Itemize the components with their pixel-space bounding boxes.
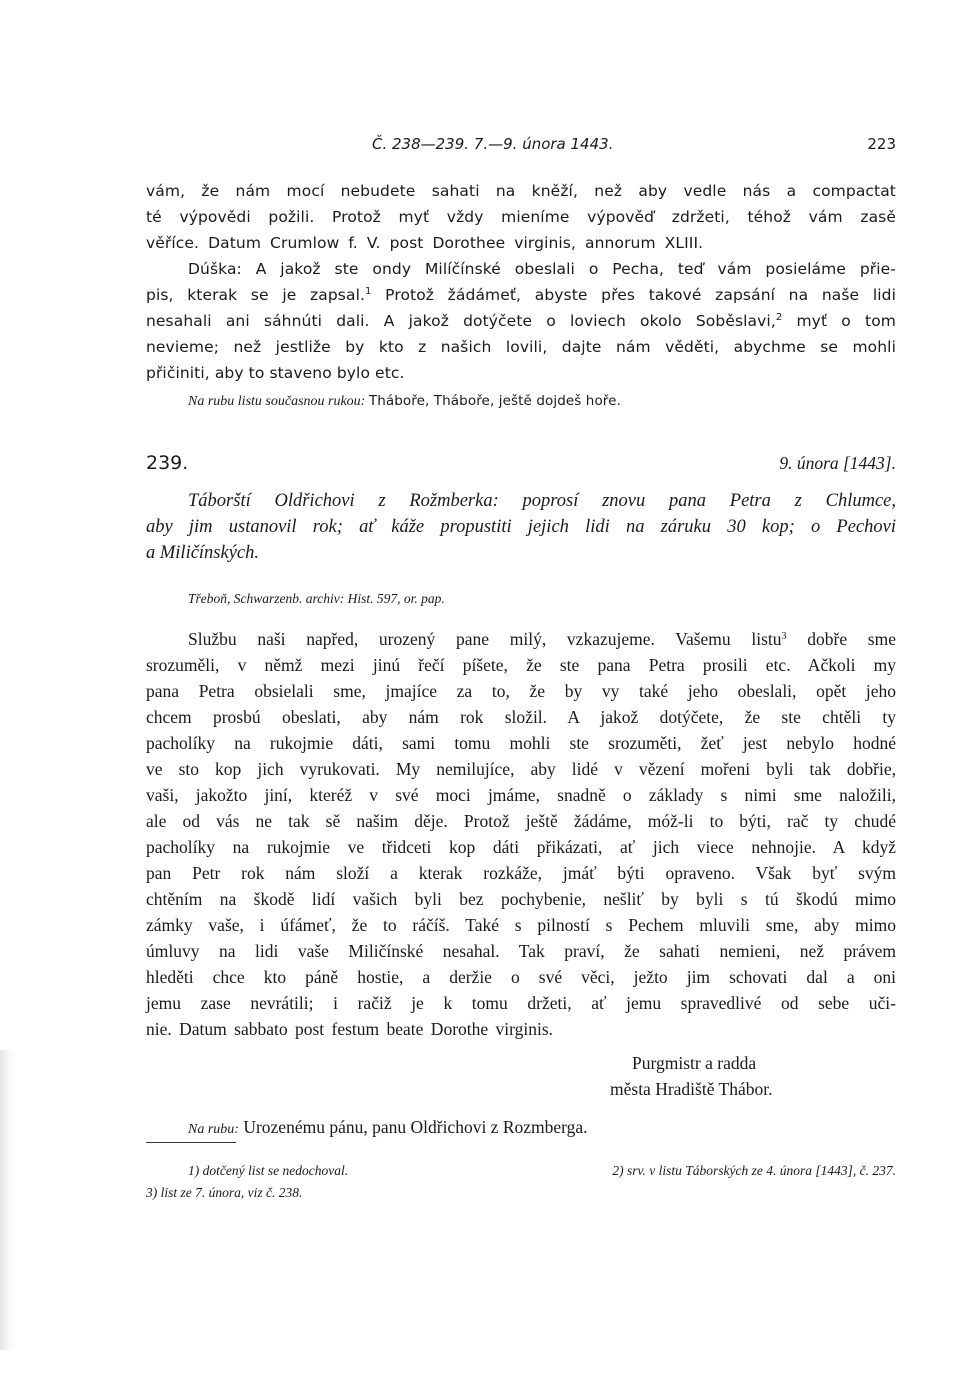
dorsal-note xyxy=(188,390,938,413)
body-line: nie. Datum sabbato post festum beate Dorothe virginis. xyxy=(146,1019,554,1039)
dorsal-note-text: Tháboře, Tháboře, ještě dojdeš hoře. xyxy=(368,393,621,409)
text-line: přičiniti, aby to staveno bylo etc. xyxy=(146,364,405,382)
text-line: nevieme; než jestliže by kto z našich lovili, dajte nám věděti, abychme se mohli xyxy=(146,338,896,356)
body-line: hleděti chce kto páně hostie, a deržie o své věci, ježto jim schovati dal a oni xyxy=(146,967,896,987)
body-line: pana Petra obsielali sme, jmajíce za to, že by vy také jeho obeslali, opět jeho xyxy=(146,681,896,701)
body-line: pacholíky na rukojmie ve třidceti kop dáti přikázati, ať jich viece nehnojie. A když xyxy=(146,837,896,857)
address-text: Urozenému pánu, panu Oldřichovi z Rozmberga. xyxy=(243,1117,588,1137)
text-line: věříce. Datum Crumlow f. V. post Dorothee virginis, annorum XLIII. xyxy=(146,234,704,252)
dorsal-note-label: Na rubu listu současnou rukou: xyxy=(188,394,366,409)
footnote-3: 3) list ze 7. února, viz č. 238. xyxy=(146,1185,303,1200)
signature-line: Purgmistr a radda xyxy=(632,1053,757,1073)
body-line: srozuměli, v němž mezi jinú řečí píšete, že ste pana Petra prosili etc. Ačkoli my xyxy=(146,655,896,675)
footnote-ref-3: 3 xyxy=(781,631,787,642)
footnote-ref-2: 2 xyxy=(775,312,783,323)
running-title: Č. 238—239. 7.—9. února 1443. xyxy=(372,135,614,153)
text-line: pis, kterak se je zapsal.$^1$ Protož žádámeť, abyste přes takové zapsání na naše lidi xyxy=(146,286,896,304)
body-line: pacholíky na rukojmie dáti, sami tomu mohli ste srozuměti, žeť jest nebylo hodné xyxy=(146,733,896,753)
summary-line: aby jim ustanovil rok; ať káže propustiti jejich lidi na záruku 30 kop; o Pechovi xyxy=(146,517,896,537)
body-line: ve sto kop jich vyrukovati. My nemilujíce, aby lidé v vězení mořeni byli tak dobřie, xyxy=(146,759,896,779)
letter-date: 9. února [1443]. xyxy=(779,453,896,473)
signature-line: města Hradiště Thábor. xyxy=(610,1079,773,1099)
scan-edge-shadow xyxy=(0,1050,14,1350)
footnote-ref-1: 1 xyxy=(365,286,372,297)
body-line: chcem prosbú obeslati, aby nám rok složil. A jakož dotýčete, že ste chtěli ty xyxy=(146,707,896,727)
summary-line: a Miličínských. xyxy=(146,543,260,563)
body-line: úmluvy na lidi vaše Miličínské nesahal. Tak praví, že sahati nemieni, než právem xyxy=(146,941,896,961)
body-line: zámky vaše, i úfámeť, že to ráčíš. Také s pilností s Pechem mluvili sme, aby mimo xyxy=(146,915,896,935)
letter-number: 239. xyxy=(146,452,189,474)
footnote-2: 2) srv. v listu Táborských ze 4. února [1443], č. 237. xyxy=(612,1163,896,1178)
body-line: chtěním na škodě lidí vašich byli bez pochybenie, nešliť by byli s tú škodú mimo xyxy=(146,889,896,909)
text-line: vám, že nám mocí nebudete sahati na kněží, než aby vedle nás a compactat xyxy=(146,182,896,200)
footnote-1: 1) dotčený list se nedochoval. xyxy=(188,1163,349,1178)
footnote-divider xyxy=(146,1142,236,1143)
address-label: Na rubu: xyxy=(188,1122,239,1137)
summary-line: Táborští Oldřichovi z Rožmberka: poprosí znovu pana Petra z Chlumce, xyxy=(188,491,896,511)
body-line: Službu naši napřed, urozený pane milý, vzkazujeme. Vašemu listu$^3$ dobře sme xyxy=(188,629,896,649)
body-line: jemu zase nevrátili; i račiž je k tomu držeti, ať jemu spravedlivé od sebe uči- xyxy=(146,993,896,1013)
body-line: pan Petr rok nám složí a kterak rozkáže, jmáť býti opraveno. Však byť svým xyxy=(146,863,896,883)
text-line: Dúška: A jakož ste ondy Milíčínské obeslali o Pecha, teď vám posieláme přie- xyxy=(188,260,896,278)
body-line: ale od vás ne tak sě našim děje. Protož ještě žádáme, móž-li to býti, rač ty chudé xyxy=(146,811,896,831)
text-line: nesahali ani sáhnúti dali. A jakož dotýčete o loviech okolo Soběslavi,$^2$ myť o tom xyxy=(146,312,896,330)
text-line: té výpovědi požili. Protož myť vždy mieníme výpověď zdržeti, téhož vám zasě xyxy=(146,208,896,226)
archival-source: Třeboň, Schwarzenb. archiv: Hist. 597, or. pap. xyxy=(188,591,445,606)
address-note xyxy=(188,1116,938,1141)
body-line: vaši, jakožto jiní, kteréž v své moci jmáme, snadně o základy s nimi sme naložili, xyxy=(146,785,896,805)
page-number: 223 xyxy=(867,135,896,153)
